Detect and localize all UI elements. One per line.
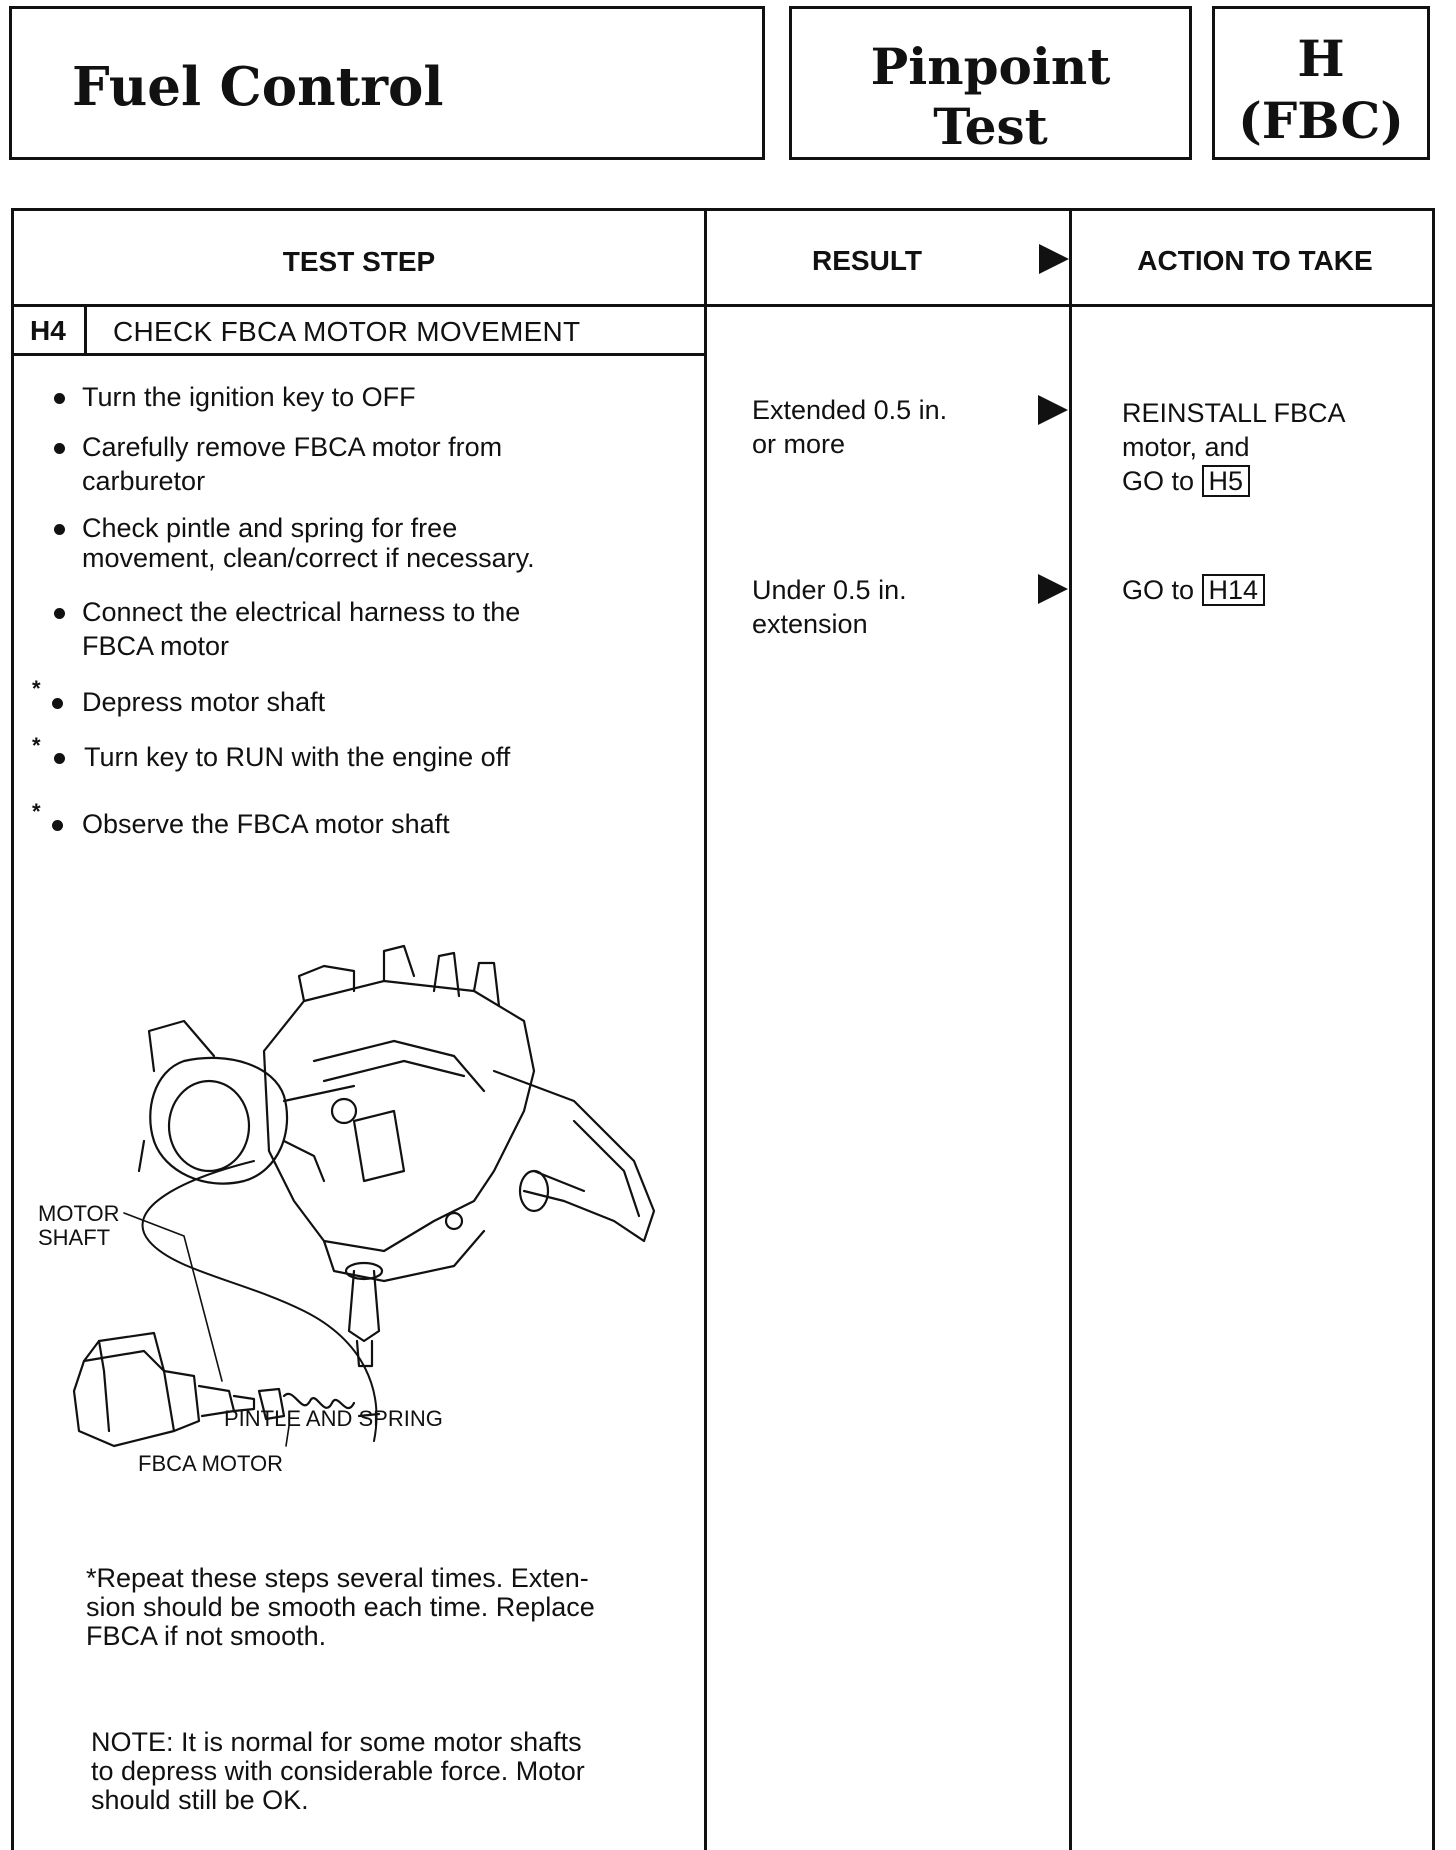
bullet-star-7: * bbox=[32, 799, 41, 824]
test-type-line-1: Pinpoint bbox=[870, 37, 1111, 96]
action-2-go-to-text: GO to bbox=[1122, 575, 1195, 605]
bullet-3-line-2: movement, clean/correct if necessary. bbox=[82, 543, 535, 573]
action-2-goto bbox=[1122, 573, 1265, 607]
page-title: Fuel Control bbox=[72, 56, 444, 118]
column-header-test-step: TEST STEP bbox=[282, 246, 436, 277]
bullet-dot-6 bbox=[54, 753, 65, 764]
header-row-divider bbox=[14, 304, 1432, 307]
header-title-box bbox=[9, 6, 765, 160]
label-pintle-and-spring: PINTLE AND SPRING bbox=[224, 1406, 443, 1431]
normal-note-line-3: should still be OK. bbox=[91, 1785, 309, 1815]
bullet-dot-2 bbox=[54, 443, 65, 454]
bullet-dot-1 bbox=[54, 393, 65, 404]
step-id: H4 bbox=[30, 315, 66, 346]
bullet-6-line-1: Turn key to RUN with the engine off bbox=[84, 742, 511, 772]
harness-wire bbox=[143, 1161, 377, 1441]
bullet-star-5: * bbox=[32, 676, 41, 701]
label-motor-shaft-line-1: MOTOR bbox=[38, 1201, 120, 1226]
column-header-action: ACTION TO TAKE bbox=[1137, 245, 1373, 276]
action-1-go-to-text: GO to bbox=[1122, 466, 1195, 496]
normal-note-line-2: to depress with considerable force. Motor bbox=[91, 1756, 585, 1786]
bullet-5-line-1: Depress motor shaft bbox=[82, 687, 326, 717]
normal-note-line-1: NOTE: It is normal for some motor shafts bbox=[91, 1727, 582, 1757]
pinpoint-table bbox=[11, 208, 1435, 1850]
label-fbca-motor: FBCA MOTOR bbox=[138, 1451, 284, 1476]
action-1-step-ref[interactable]: H5 bbox=[1202, 465, 1251, 497]
header-test-box bbox=[789, 6, 1192, 160]
bullet-7-line-1: Observe the FBCA motor shaft bbox=[82, 809, 450, 839]
column-header-result: RESULT bbox=[812, 245, 922, 276]
bullet-dot-5 bbox=[52, 698, 63, 709]
bullet-4-line-2: FBCA motor bbox=[82, 631, 230, 661]
bullet-3-line-1: Check pintle and spring for free bbox=[82, 513, 458, 543]
fbca-motor-removed bbox=[74, 1351, 174, 1446]
step-title-divider bbox=[14, 353, 707, 356]
action-1-goto bbox=[1122, 464, 1250, 498]
repeat-note-line-3: FBCA if not smooth. bbox=[86, 1621, 327, 1651]
test-code-line-1: H bbox=[1297, 29, 1345, 88]
action-1-line-2: motor, and bbox=[1122, 432, 1250, 462]
bullet-2-line-2: carburetor bbox=[82, 466, 206, 496]
result-1-line-1: Extended 0.5 in. bbox=[752, 395, 948, 425]
column-divider-1 bbox=[704, 211, 707, 1850]
step-id-divider bbox=[84, 307, 87, 353]
step-title: CHECK FBCA MOTOR MOVEMENT bbox=[113, 316, 581, 347]
result-2-line-2: extension bbox=[752, 609, 868, 639]
carburetor-body bbox=[264, 981, 534, 1251]
bullet-2-line-1: Carefully remove FBCA motor from bbox=[82, 432, 503, 462]
repeat-note-line-2: sion should be smooth each time. Replace bbox=[86, 1592, 595, 1622]
test-type-line-2: Test bbox=[933, 97, 1048, 156]
result-2-line-1: Under 0.5 in. bbox=[752, 575, 907, 605]
label-motor-shaft-line-2: SHAFT bbox=[38, 1225, 111, 1250]
bullet-dot-7 bbox=[52, 820, 63, 831]
column-header-arrow-icon bbox=[1039, 244, 1069, 274]
column-divider-2 bbox=[1069, 211, 1072, 1850]
action-1-line-1: REINSTALL FBCA bbox=[1122, 398, 1346, 428]
bullet-dot-3 bbox=[54, 524, 65, 535]
bullet-4-line-1: Connect the electrical harness to the bbox=[82, 597, 521, 627]
repeat-note-line-1: *Repeat these steps several times. Exten- bbox=[86, 1563, 589, 1593]
test-code-line-2: (FBC) bbox=[1238, 91, 1404, 150]
result-1-arrow-icon bbox=[1038, 395, 1068, 425]
carburetor-diagram bbox=[54, 871, 674, 1491]
bullet-dot-4 bbox=[54, 608, 65, 619]
header-code-box bbox=[1212, 6, 1430, 160]
bullet-1-line-1: Turn the ignition key to OFF bbox=[82, 382, 416, 412]
result-1-line-2: or more bbox=[752, 429, 846, 459]
bullet-star-6: * bbox=[32, 733, 41, 758]
result-2-arrow-icon bbox=[1038, 574, 1068, 604]
action-2-step-ref[interactable]: H14 bbox=[1202, 574, 1266, 606]
